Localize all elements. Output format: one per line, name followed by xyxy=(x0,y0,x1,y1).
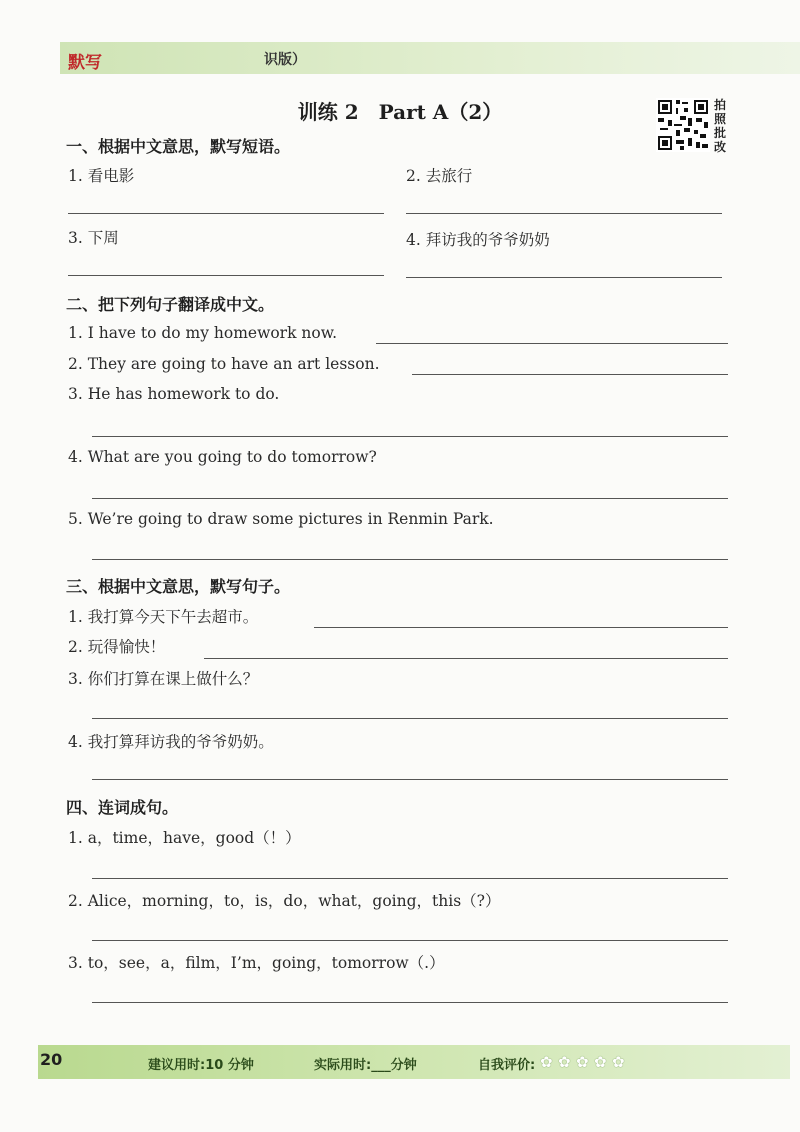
section-title-1: 一、根据中文意思，默写短语。 xyxy=(66,137,291,156)
flower-icon[interactable]: ✿ xyxy=(594,1053,607,1071)
self-evaluation-label: 自我评价: xyxy=(478,1058,536,1073)
qr-caption: 拍 照 批 改 xyxy=(714,98,727,154)
page-title: 训练 2 Part A（2） xyxy=(297,100,503,124)
answer-line[interactable] xyxy=(68,213,384,214)
question-text: 1. 我打算今天下午去超市。 xyxy=(68,608,259,626)
question-text: 2. Alice，morning，to，is，do，what，going，this（?） xyxy=(68,892,501,910)
flower-icon[interactable]: ✿ xyxy=(558,1053,571,1071)
flower-icon[interactable]: ✿ xyxy=(612,1053,625,1071)
answer-line[interactable] xyxy=(92,940,728,941)
question-text: 2. 去旅行 xyxy=(406,167,473,185)
question-text: 1. a，time，have，good（！） xyxy=(68,829,301,847)
answer-line[interactable] xyxy=(412,374,728,375)
answer-line[interactable] xyxy=(92,498,728,499)
page-number: 20 xyxy=(40,1050,63,1069)
answer-line[interactable] xyxy=(92,878,728,879)
question-text: 4. What are you going to do tomorrow? xyxy=(68,448,377,466)
question-text: 3. to，see，a，film，I’m，going，tomorrow（.） xyxy=(68,954,445,972)
answer-line[interactable] xyxy=(376,343,728,344)
answer-line[interactable] xyxy=(68,275,384,276)
question-text: 3. 下周 xyxy=(68,229,119,247)
header-edition: 识版） xyxy=(264,52,306,68)
section-title-2: 二、把下列句子翻译成中文。 xyxy=(66,295,275,314)
answer-line[interactable] xyxy=(406,277,722,278)
header-logo: 默写 xyxy=(68,53,102,73)
answer-line[interactable] xyxy=(314,627,728,628)
flower-icon[interactable]: ✿ xyxy=(540,1053,553,1071)
flower-icon[interactable]: ✿ xyxy=(576,1053,589,1071)
answer-line[interactable] xyxy=(406,213,722,214)
question-text: 3. He has homework to do. xyxy=(68,385,280,403)
answer-line[interactable] xyxy=(204,658,728,659)
question-text: 4. 拜访我的爷爷奶奶 xyxy=(406,231,550,249)
qr-code-icon[interactable] xyxy=(656,98,710,152)
suggested-time: 建议用时:10 分钟 xyxy=(148,1058,254,1073)
answer-line[interactable] xyxy=(92,436,728,437)
question-text: 2. They are going to have an art lesson. xyxy=(68,355,380,373)
section-title-4: 四、连词成句。 xyxy=(66,798,179,817)
header-bar xyxy=(60,42,800,74)
section-title-3: 三、根据中文意思，默写句子。 xyxy=(66,577,291,596)
answer-line[interactable] xyxy=(92,1002,728,1003)
answer-line[interactable] xyxy=(92,779,728,780)
question-text: 1. 看电影 xyxy=(68,167,135,185)
answer-line[interactable] xyxy=(92,559,728,560)
answer-line[interactable] xyxy=(92,718,728,719)
question-text: 4. 我打算拜访我的爷爷奶奶。 xyxy=(68,733,274,751)
question-text: 5. We’re going to draw some pictures in Renmin Park. xyxy=(68,510,494,528)
actual-time: 实际用时:___分钟 xyxy=(314,1058,417,1073)
question-text: 2. 玩得愉快！ xyxy=(68,638,166,656)
self-evaluation-stars[interactable] xyxy=(540,1052,630,1071)
question-text: 3. 你们打算在课上做什么？ xyxy=(68,670,259,688)
question-text: 1. I have to do my homework now. xyxy=(68,324,338,342)
